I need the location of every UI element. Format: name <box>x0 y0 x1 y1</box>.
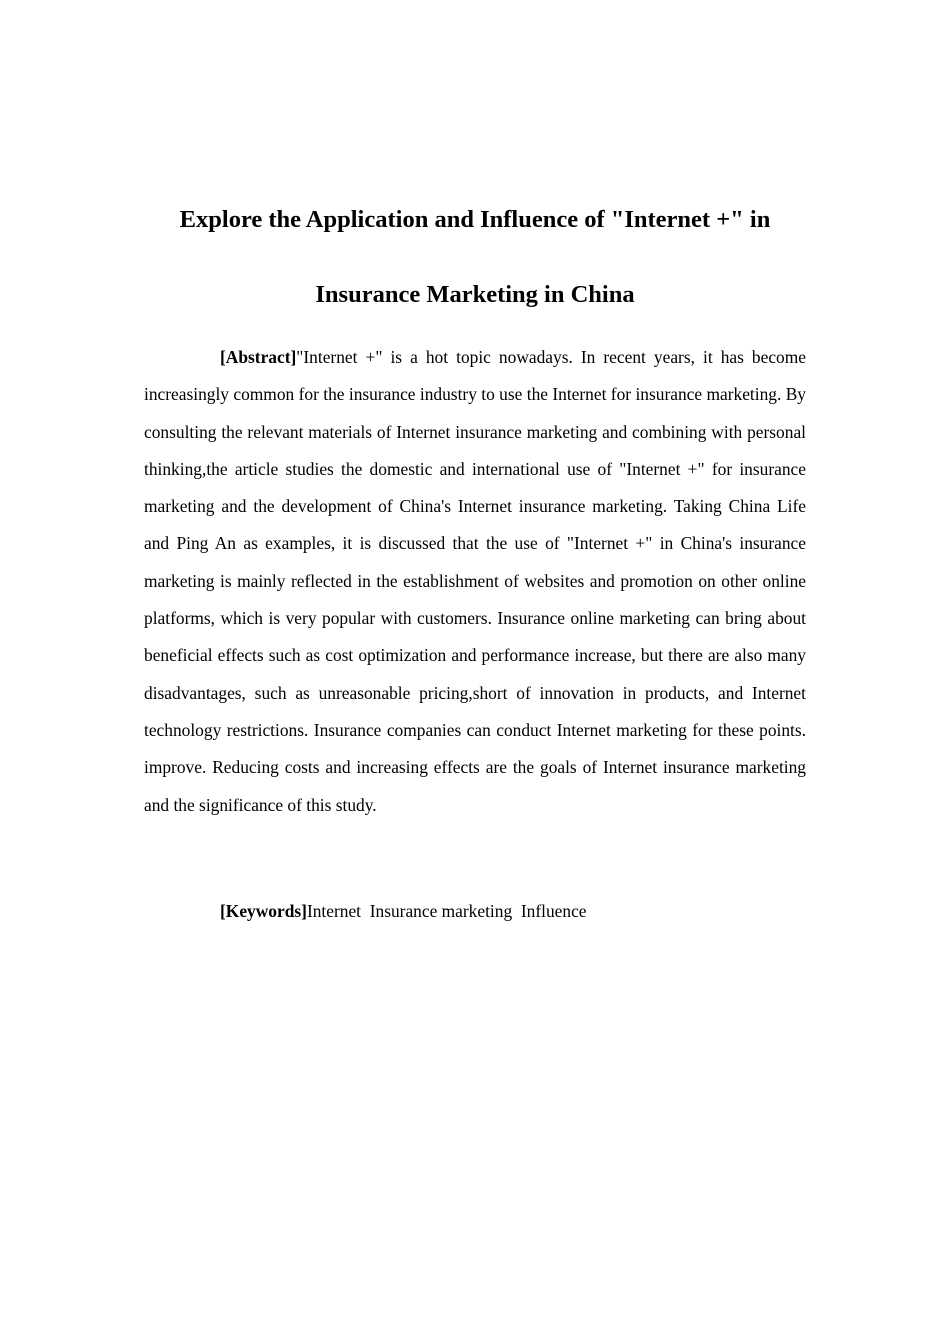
abstract-text: "Internet +" is a hot topic nowadays. In recent years, it has become increasingly common for the insurance industry to use the Internet for insurance marketing. By consulting the relevant materials of Internet insurance marketing and combining with personal thinking,the article studies the domestic and international use of "Internet +" for insurance marketing and the development of China's Internet insurance marketing. Taking China Life and Ping An as examples, it is discussed that the use of "Internet +" in China's insurance marketing is mainly reflected in the establishment of websites and promotion on other online platforms, which is very popular with customers. Insurance online marketing can bring about beneficial effects such as cost optimization and performance increase, but there are also many disadvantages, such as unreasonable pricing,short of innovation in products, and Internet technology restrictions. Insurance companies can conduct Internet marketing for these points. improve. Reducing costs and increasing effects are the goals of Internet insurance marketing and the significance of this study. <box>144 347 806 815</box>
title-line-1: Explore the Application and Influence of "Internet +" in <box>179 206 771 233</box>
keywords-label: [Keywords] <box>220 901 307 921</box>
keywords-paragraph <box>144 896 806 926</box>
keywords-text: Internet Insurance marketing Influence <box>306 901 587 921</box>
abstract-paragraph <box>144 339 806 824</box>
title-line-2: Insurance Marketing in China <box>315 281 635 308</box>
page-title <box>100 182 850 332</box>
abstract-label: [Abstract] <box>220 347 297 367</box>
